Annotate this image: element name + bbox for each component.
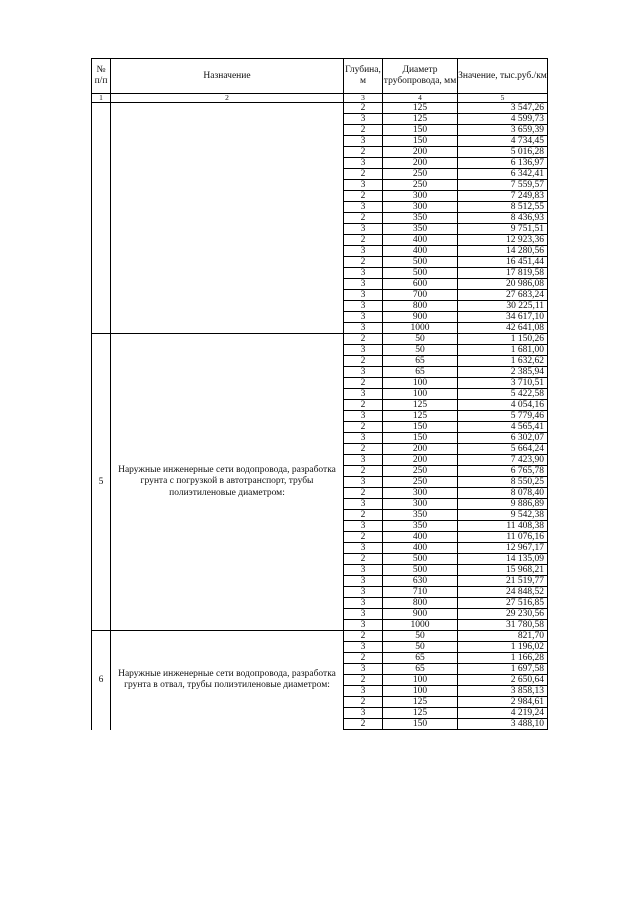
section-number <box>92 103 111 334</box>
section-purpose <box>111 103 344 334</box>
section-purpose: Наружные инженерные сети водопровода, разработка грунта в отвал, трубы полиэтиленовые диаметром: <box>111 631 344 730</box>
depth-cell: 3 <box>344 367 383 378</box>
depth-cell: 3 <box>344 543 383 554</box>
depth-cell: 3 <box>344 642 383 653</box>
diameter-cell: 150 <box>383 433 458 444</box>
depth-cell: 2 <box>344 169 383 180</box>
diameter-cell: 50 <box>383 631 458 642</box>
column-number: 5 <box>458 94 548 103</box>
diameter-cell: 250 <box>383 169 458 180</box>
depth-cell: 3 <box>344 499 383 510</box>
diameter-cell: 100 <box>383 389 458 400</box>
value-cell: 15 968,21 <box>458 565 548 576</box>
value-cell: 31 780,58 <box>458 620 548 631</box>
column-number-row <box>92 94 548 103</box>
value-cell: 11 076,16 <box>458 532 548 543</box>
depth-cell: 2 <box>344 466 383 477</box>
depth-cell: 3 <box>344 587 383 598</box>
depth-cell: 3 <box>344 411 383 422</box>
value-cell: 20 986,08 <box>458 279 548 290</box>
value-cell: 5 779,46 <box>458 411 548 422</box>
diameter-cell: 125 <box>383 103 458 114</box>
diameter-cell: 100 <box>383 686 458 697</box>
value-cell: 8 550,25 <box>458 477 548 488</box>
diameter-cell: 500 <box>383 257 458 268</box>
depth-cell: 3 <box>344 290 383 301</box>
value-cell: 14 280,56 <box>458 246 548 257</box>
diameter-cell: 125 <box>383 708 458 719</box>
depth-cell: 2 <box>344 488 383 499</box>
depth-cell: 3 <box>344 389 383 400</box>
value-cell: 821,70 <box>458 631 548 642</box>
depth-cell: 2 <box>344 532 383 543</box>
diameter-cell: 400 <box>383 543 458 554</box>
depth-cell: 3 <box>344 268 383 279</box>
value-cell: 1 681,00 <box>458 345 548 356</box>
depth-cell: 2 <box>344 400 383 411</box>
depth-cell: 2 <box>344 510 383 521</box>
depth-cell: 2 <box>344 213 383 224</box>
value-cell: 3 488,10 <box>458 719 548 730</box>
depth-cell: 3 <box>344 323 383 334</box>
value-cell: 4 599,73 <box>458 114 548 125</box>
diameter-cell: 350 <box>383 521 458 532</box>
diameter-cell: 400 <box>383 532 458 543</box>
diameter-cell: 800 <box>383 301 458 312</box>
diameter-cell: 50 <box>383 334 458 345</box>
depth-cell: 3 <box>344 521 383 532</box>
value-cell: 3 659,39 <box>458 125 548 136</box>
value-cell: 12 967,17 <box>458 543 548 554</box>
depth-cell: 3 <box>344 246 383 257</box>
depth-cell: 3 <box>344 301 383 312</box>
diameter-cell: 65 <box>383 356 458 367</box>
value-cell: 8 078,40 <box>458 488 548 499</box>
diameter-cell: 350 <box>383 510 458 521</box>
depth-cell: 2 <box>344 697 383 708</box>
depth-cell: 3 <box>344 279 383 290</box>
value-cell: 1 196,02 <box>458 642 548 653</box>
diameter-cell: 200 <box>383 455 458 466</box>
value-cell: 5 016,28 <box>458 147 548 158</box>
depth-cell: 3 <box>344 224 383 235</box>
table-row <box>92 631 548 642</box>
diameter-cell: 150 <box>383 136 458 147</box>
value-cell: 9 542,38 <box>458 510 548 521</box>
depth-cell: 3 <box>344 609 383 620</box>
depth-cell: 3 <box>344 202 383 213</box>
diameter-cell: 125 <box>383 697 458 708</box>
depth-cell: 3 <box>344 565 383 576</box>
value-cell: 4 219,24 <box>458 708 548 719</box>
depth-cell: 3 <box>344 455 383 466</box>
depth-cell: 2 <box>344 356 383 367</box>
depth-cell: 3 <box>344 180 383 191</box>
value-cell: 7 423,90 <box>458 455 548 466</box>
value-cell: 7 559,57 <box>458 180 548 191</box>
diameter-cell: 125 <box>383 114 458 125</box>
value-cell: 1 150,26 <box>458 334 548 345</box>
depth-cell: 3 <box>344 620 383 631</box>
value-cell: 27 516,85 <box>458 598 548 609</box>
diameter-cell: 100 <box>383 675 458 686</box>
value-cell: 6 302,07 <box>458 433 548 444</box>
header-row <box>92 59 548 94</box>
value-cell: 4 054,16 <box>458 400 548 411</box>
value-cell: 3 858,13 <box>458 686 548 697</box>
value-cell: 2 385,94 <box>458 367 548 378</box>
value-cell: 4 565,41 <box>458 422 548 433</box>
document-page <box>91 58 548 730</box>
value-cell: 5 422,58 <box>458 389 548 400</box>
value-cell: 8 512,55 <box>458 202 548 213</box>
diameter-cell: 150 <box>383 125 458 136</box>
diameter-cell: 630 <box>383 576 458 587</box>
depth-cell: 2 <box>344 422 383 433</box>
value-cell: 2 984,61 <box>458 697 548 708</box>
diameter-cell: 300 <box>383 202 458 213</box>
value-cell: 6 765,78 <box>458 466 548 477</box>
value-cell: 9 886,89 <box>458 499 548 510</box>
diameter-cell: 250 <box>383 466 458 477</box>
value-cell: 3 710,51 <box>458 378 548 389</box>
value-cell: 3 547,26 <box>458 103 548 114</box>
section-number: 6 <box>92 631 111 730</box>
value-cell: 11 408,38 <box>458 521 548 532</box>
table-row <box>92 334 548 345</box>
column-number: 4 <box>383 94 458 103</box>
value-cell: 30 225,11 <box>458 301 548 312</box>
depth-cell: 2 <box>344 191 383 202</box>
diameter-cell: 400 <box>383 246 458 257</box>
depth-cell: 2 <box>344 334 383 345</box>
pipeline-cost-table <box>91 58 548 730</box>
diameter-cell: 125 <box>383 411 458 422</box>
value-cell: 4 734,45 <box>458 136 548 147</box>
value-cell: 12 923,36 <box>458 235 548 246</box>
diameter-cell: 50 <box>383 642 458 653</box>
depth-cell: 2 <box>344 103 383 114</box>
value-cell: 29 230,56 <box>458 609 548 620</box>
diameter-cell: 300 <box>383 488 458 499</box>
value-cell: 5 664,24 <box>458 444 548 455</box>
diameter-cell: 65 <box>383 367 458 378</box>
header-value: Значение, тыс.руб./км <box>458 59 548 94</box>
depth-cell: 2 <box>344 653 383 664</box>
diameter-cell: 100 <box>383 378 458 389</box>
section-purpose: Наружные инженерные сети водопровода, разработка грунта с погрузкой в автотранспорт, трубы полиэтиленовые диаметром: <box>111 334 344 631</box>
depth-cell: 2 <box>344 444 383 455</box>
diameter-cell: 150 <box>383 719 458 730</box>
column-number: 1 <box>92 94 111 103</box>
depth-cell: 3 <box>344 114 383 125</box>
depth-cell: 2 <box>344 235 383 246</box>
value-cell: 1 632,62 <box>458 356 548 367</box>
diameter-cell: 125 <box>383 400 458 411</box>
diameter-cell: 250 <box>383 477 458 488</box>
depth-cell: 3 <box>344 158 383 169</box>
value-cell: 17 819,58 <box>458 268 548 279</box>
diameter-cell: 250 <box>383 180 458 191</box>
depth-cell: 3 <box>344 664 383 675</box>
diameter-cell: 350 <box>383 213 458 224</box>
diameter-cell: 300 <box>383 191 458 202</box>
diameter-cell: 710 <box>383 587 458 598</box>
depth-cell: 3 <box>344 708 383 719</box>
header-diameter: Диаметр трубопровода, мм <box>383 59 458 94</box>
diameter-cell: 65 <box>383 653 458 664</box>
column-number: 2 <box>111 94 344 103</box>
diameter-cell: 1000 <box>383 323 458 334</box>
diameter-cell: 50 <box>383 345 458 356</box>
diameter-cell: 700 <box>383 290 458 301</box>
depth-cell: 3 <box>344 477 383 488</box>
depth-cell: 3 <box>344 576 383 587</box>
value-cell: 16 451,44 <box>458 257 548 268</box>
depth-cell: 2 <box>344 631 383 642</box>
diameter-cell: 600 <box>383 279 458 290</box>
header-purpose: Назначение <box>111 59 344 94</box>
depth-cell: 2 <box>344 147 383 158</box>
depth-cell: 3 <box>344 345 383 356</box>
diameter-cell: 400 <box>383 235 458 246</box>
value-cell: 6 136,97 <box>458 158 548 169</box>
depth-cell: 2 <box>344 675 383 686</box>
value-cell: 14 135,09 <box>458 554 548 565</box>
depth-cell: 3 <box>344 598 383 609</box>
diameter-cell: 350 <box>383 224 458 235</box>
diameter-cell: 900 <box>383 609 458 620</box>
value-cell: 7 249,83 <box>458 191 548 202</box>
diameter-cell: 900 <box>383 312 458 323</box>
value-cell: 1 166,28 <box>458 653 548 664</box>
diameter-cell: 200 <box>383 158 458 169</box>
diameter-cell: 150 <box>383 422 458 433</box>
value-cell: 6 342,41 <box>458 169 548 180</box>
value-cell: 2 650,64 <box>458 675 548 686</box>
depth-cell: 3 <box>344 686 383 697</box>
depth-cell: 2 <box>344 257 383 268</box>
header-depth: Глубина, м <box>344 59 383 94</box>
value-cell: 24 848,52 <box>458 587 548 598</box>
diameter-cell: 1000 <box>383 620 458 631</box>
diameter-cell: 500 <box>383 565 458 576</box>
value-cell: 42 641,08 <box>458 323 548 334</box>
diameter-cell: 65 <box>383 664 458 675</box>
depth-cell: 2 <box>344 125 383 136</box>
diameter-cell: 500 <box>383 268 458 279</box>
value-cell: 34 617,10 <box>458 312 548 323</box>
depth-cell: 3 <box>344 312 383 323</box>
diameter-cell: 800 <box>383 598 458 609</box>
value-cell: 1 697,58 <box>458 664 548 675</box>
depth-cell: 2 <box>344 378 383 389</box>
value-cell: 8 436,93 <box>458 213 548 224</box>
section-number: 5 <box>92 334 111 631</box>
value-cell: 27 683,24 <box>458 290 548 301</box>
diameter-cell: 300 <box>383 499 458 510</box>
diameter-cell: 200 <box>383 147 458 158</box>
table-body <box>92 103 548 730</box>
header-num: № п/п <box>92 59 111 94</box>
depth-cell: 3 <box>344 136 383 147</box>
value-cell: 21 519,77 <box>458 576 548 587</box>
table-row <box>92 103 548 114</box>
depth-cell: 2 <box>344 554 383 565</box>
value-cell: 9 751,51 <box>458 224 548 235</box>
diameter-cell: 500 <box>383 554 458 565</box>
depth-cell: 3 <box>344 433 383 444</box>
diameter-cell: 200 <box>383 444 458 455</box>
depth-cell: 2 <box>344 719 383 730</box>
column-number: 3 <box>344 94 383 103</box>
